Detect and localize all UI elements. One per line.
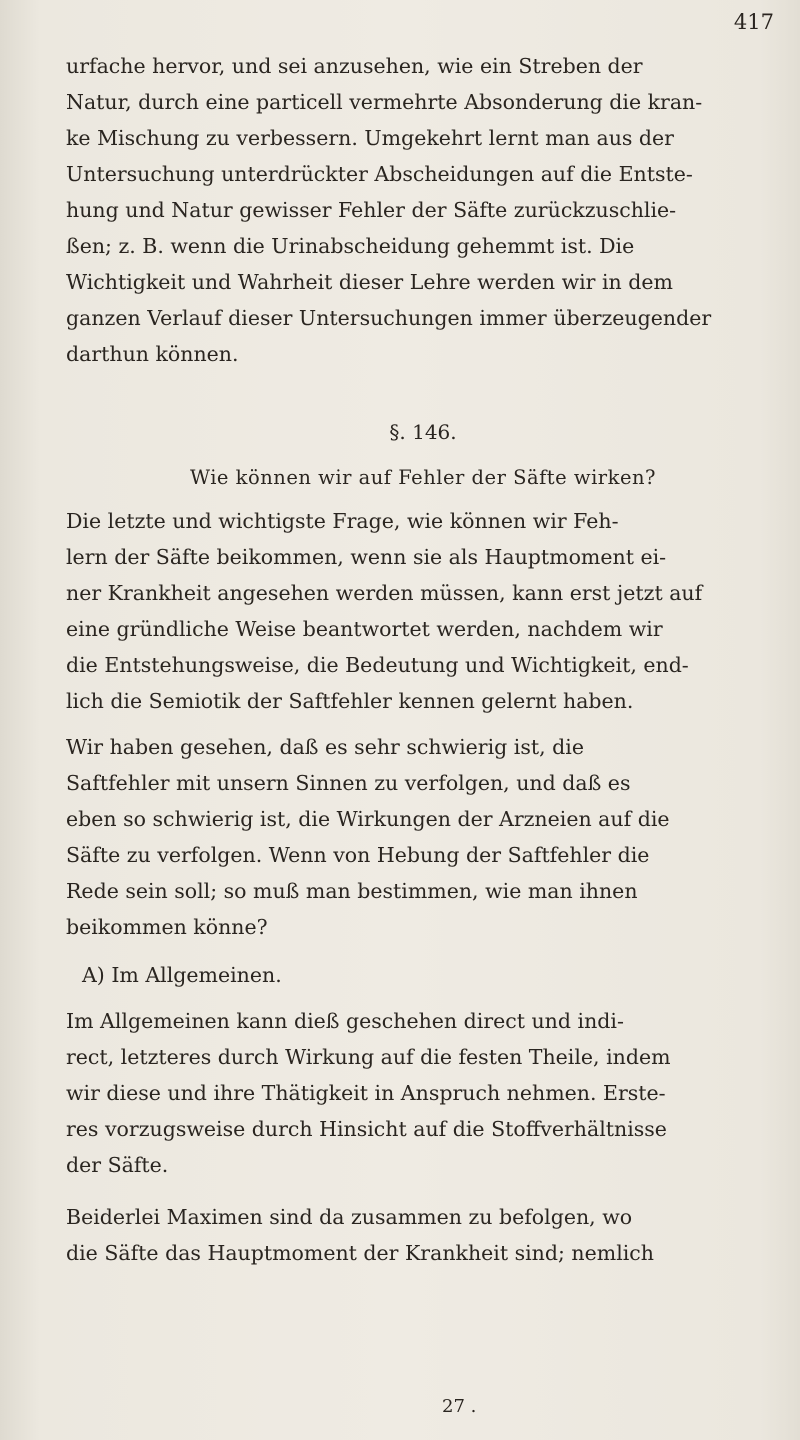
paragraph: Im Allgemeinen kann dieß geschehen direct und indi- rect, letzteres durch Wirkung auf die festen Theile, indem wir diese und ihre Thätigkeit in Anspruch nehmen. Erste- res vorzugsweise durch Hinsicht auf die Stoffverhältnisse der Säfte. — [66, 1009, 671, 1177]
section-number: §. 146. — [389, 420, 457, 444]
section-title: Wie können wir auf Fehler der Säfte wirken? — [190, 466, 656, 489]
paragraph: Wir haben gesehen, daß es sehr schwierig ist, die Saftfehler mit unsern Sinnen zu verfolgen, und daß es eben so schwierig ist, die Wirkungen der Arzneien auf die Säfte zu verfolgen. Wenn von Hebung der Saftfehler die Rede sein soll; so muß man bestimmen, wie man ihnen beikommen könne? — [66, 735, 670, 939]
page-number: 417 — [733, 10, 774, 34]
subheading: A) Im Allgemeinen. — [82, 963, 282, 987]
paragraph: Die letzte und wichtigste Frage, wie können wir Feh- lern der Säfte beikommen, wenn sie als Hauptmoment ei- ner Krankheit angesehen werden müssen, kann erst jetzt auf eine gründliche Weise beantwortet werden, nachdem wir die Entstehungsweise, die Bedeutung und Wichtigkeit, end- lich die Semiotik der Saftfehler kennen gelernt haben. — [66, 509, 703, 713]
catchword: 27 . — [442, 1396, 477, 1417]
paragraph: Beiderlei Maximen sind da zusammen zu befolgen, wo die Säfte das Hauptmoment der Krankheit sind; nemlich — [66, 1205, 654, 1265]
page-body — [66, 48, 780, 1271]
paragraph-continuation: urfache hervor, und sei anzusehen, wie ein Streben der Natur, durch eine particell vermehrte Absonderung die kran- ke Mischung zu verbessern. Umgekehrt lernt man aus der Untersuchung unterdrückter Abscheidungen auf die Entste- hung und Natur gewisser Fehler der Säfte zurückzuschlie- ßen; z. B. wenn die Urinabscheidung gehemmt ist. Die Wichtigkeit und Wahrheit dieser Lehre werden wir in dem ganzen Verlauf dieser Untersuchungen immer überzeugender darthun können. — [66, 54, 712, 366]
